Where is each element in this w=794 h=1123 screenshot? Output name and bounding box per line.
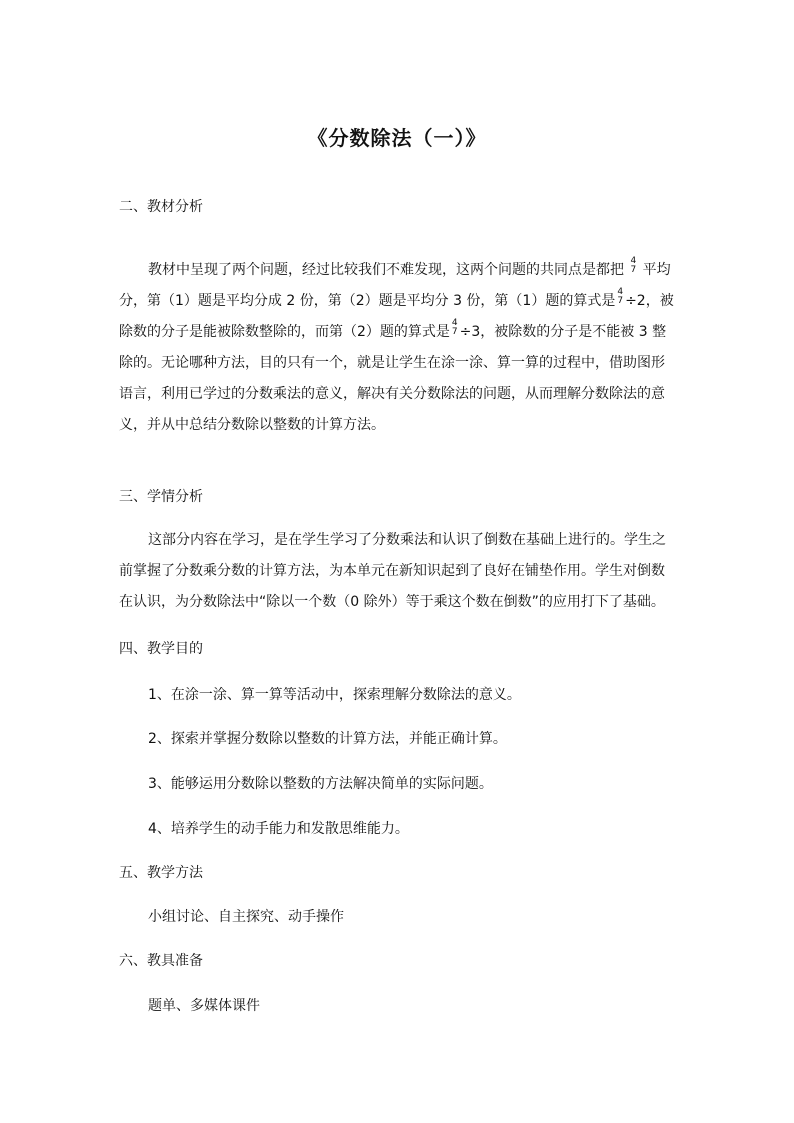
analysis-text-part2: 平均分，第（1）题是平均分成 2 份，第（2）题是平均分 3 份，第（1）题的算式是 [119, 262, 671, 309]
fraction-denominator: 7 [617, 296, 624, 306]
fraction-numerator: 4 [451, 318, 458, 328]
section-heading-tools: 六、教具准备 [119, 953, 203, 969]
section-heading-methods: 五、教学方法 [119, 865, 203, 881]
analysis-text-part1: 教材中呈现了两个问题，经过比较我们不难发现，这两个问题的共同点是都把 [148, 262, 624, 278]
goal-item: 3、能够运用分数除以整数的方法解决简单的实际问题。 [148, 776, 493, 792]
goal-item: 1、在涂一涂、算一算等活动中，探索理解分数除法的意义。 [148, 687, 521, 703]
goal-item: 2、探索并掌握分数除以整数的计算方法，并能正确计算。 [148, 731, 507, 747]
fraction-denominator: 7 [451, 327, 458, 337]
section-heading-goals: 四、教学目的 [119, 641, 203, 657]
fraction-four-sevenths [452, 319, 458, 337]
fraction-four-sevenths [617, 288, 623, 306]
methods-text: 小组讨论、自主探究、动手操作 [148, 909, 344, 925]
students-paragraph [119, 525, 675, 618]
section-heading-analysis: 二、教材分析 [119, 199, 203, 215]
analysis-paragraph [119, 255, 675, 441]
fraction-numerator: 4 [617, 287, 624, 297]
analysis-text-part4: ÷3，被除数的分子是不能被 3 整除的。无论哪种方法，目的只有一个，就是让学生在涂一涂、算一算的过程中，借助图形语言，利用已学过的分数乘法的意义，解决有关分数除法的问题，从而理解分数除法的意义，并从中总结分数除以整数的计算方法。 [119, 324, 667, 433]
fraction-four-sevenths [630, 257, 636, 275]
fraction-numerator: 4 [630, 256, 637, 266]
analysis-text-part3: ÷2，被除数的分子是能被除数整除的，而第（2）题的算式是 [119, 293, 674, 340]
students-text: 这部分内容在学习，是在学生学习了分数乘法和认识了倒数在基础上进行的。学生之前掌握了分数乘分数的计算方法，为本单元在新知识起到了良好在铺垫作用。学生对倒数在认识，为分数除法中“除以一个数（0 除外）等于乘这个数在倒数”的应用打下了基础。 [119, 532, 666, 610]
tools-text: 题单、多媒体课件 [148, 998, 260, 1014]
fraction-denominator: 7 [630, 265, 637, 275]
document-title: 《分数除法（一）》 [307, 126, 487, 150]
section-heading-students: 三、学情分析 [119, 489, 203, 505]
goal-item: 4、培养学生的动手能力和发散思维能力。 [148, 821, 409, 837]
